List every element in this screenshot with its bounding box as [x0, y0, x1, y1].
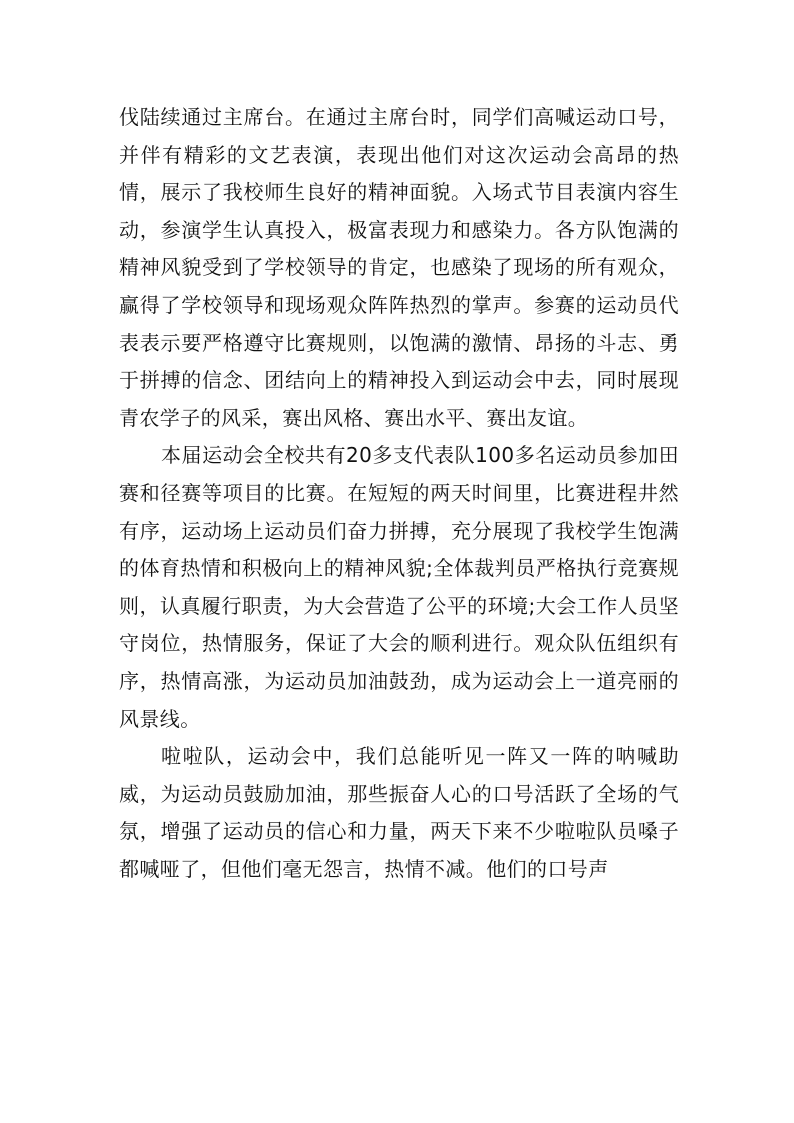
paragraph-1: 伐陆续通过主席台。在通过主席台时，同学们高喊运动口号，并伴有精彩的文艺表演，表现出他们对这次运动会高昂的热情，展示了我校师生良好的精神面貌。入场式节目表演内容生动，参演学生认真投入，极富表现力和感染力。各方队饱满的精神风貌受到了学校领导的肯定，也感染了现场的所有观众，赢得了学校领导和现场观众阵阵热烈的掌声。参赛的运动员代表表示要严格遵守比赛规则，以饱满的激情、昂扬的斗志、勇于拼搏的信念、团结向上的精神投入到运动会中去，同时展现青农学子的风采，赛出风格、赛出水平、赛出友谊。: [119, 105, 679, 430]
paragraph-2: 本届运动会全校共有20多支代表队100多名运动员参加田赛和径赛等项目的比赛。在短短的两天时间里，比赛进程井然有序，运动场上运动员们奋力拼搏，充分展现了我校学生饱满的体育热情和积极向上的精神风貌;全体裁判员严格执行竞赛规则，认真履行职责，为大会营造了公平的环境;大会工作人员坚守岗位，热情服务，保证了大会的顺利进行。观众队伍组织有序，热情高涨，为运动员加油鼓劲，成为运动会上一道亮丽的风景线。: [119, 443, 679, 731]
document-body: [119, 99, 679, 888]
paragraph-3: 啦啦队，运动会中，我们总能听见一阵又一阵的呐喊助威，为运动员鼓励加油，那些振奋人心的口号活跃了全场的气氛，增强了运动员的信心和力量，两天下来不少啦啦队员嗓子都喊哑了，但他们毫无怨言，热情不减。他们的口号声: [119, 744, 679, 881]
